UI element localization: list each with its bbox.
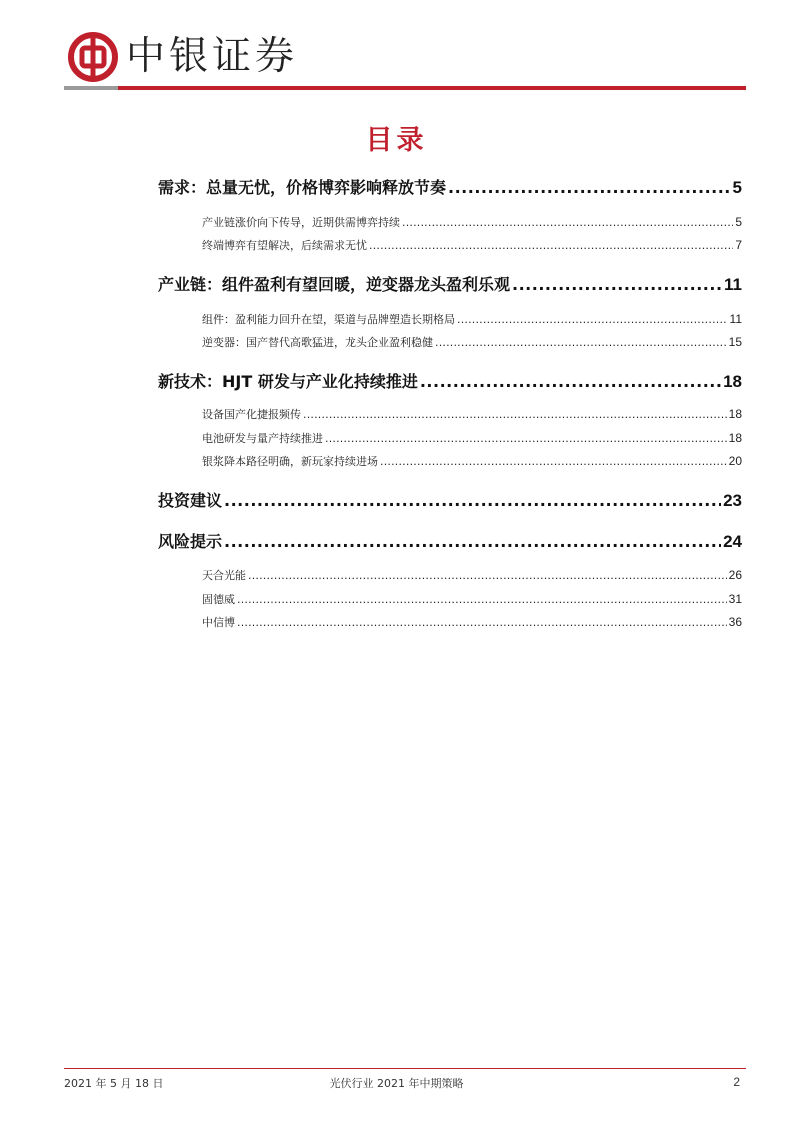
toc-entry-page: 18: [723, 372, 742, 391]
toc-leader: [237, 616, 727, 629]
toc-leader: [420, 372, 721, 391]
toc-entry-title: 逆变器：国产替代高歌猛进，龙头企业盈利稳健: [202, 336, 433, 349]
toc-leader: [303, 408, 727, 421]
toc-leader: [224, 491, 721, 510]
toc-entry-page: 31: [728, 592, 742, 606]
toc-entry[interactable]: [158, 488, 742, 510]
footer-date: 2021 年 5 月 18 日: [64, 1077, 164, 1090]
toc-entry-title: 组件：盈利能力回升在望，渠道与品牌塑造长期格局: [202, 313, 455, 326]
toc-entry-page: 36: [728, 615, 742, 629]
toc-entry-page: 15: [728, 335, 742, 349]
toc-entry-page: 26: [728, 568, 742, 582]
toc-entry[interactable]: [202, 591, 742, 607]
toc-entry-title: 电池研发与量产持续推进: [202, 432, 323, 445]
toc-entry[interactable]: [202, 214, 742, 230]
toc-entry-page: 18: [728, 407, 742, 421]
bank-of-china-logo-icon: [68, 32, 118, 82]
toc-entry-page: 5: [735, 215, 742, 229]
toc-leader: [325, 432, 727, 445]
toc-entry-page: 7: [735, 238, 742, 252]
toc-leader: [237, 593, 727, 606]
footer-page-number: 2: [733, 1075, 740, 1089]
toc-entry[interactable]: [202, 311, 742, 327]
toc-entry[interactable]: [202, 614, 742, 630]
toc-entry-page: 11: [724, 275, 742, 294]
header-rule-red: [118, 86, 746, 90]
toc-entry-page: 18: [728, 431, 742, 445]
toc-leader: [512, 275, 722, 294]
toc-entry[interactable]: [202, 237, 742, 253]
toc-entry-title: 投资建议: [158, 491, 223, 510]
toc-entry-title: 风险提示: [158, 532, 223, 551]
toc-entry-title: 天合光能: [202, 569, 246, 582]
toc-entry-title: 产业链涨价向下传导，近期供需博弈持续: [202, 216, 400, 229]
toc-entry-page: 24: [723, 532, 742, 551]
toc-entry[interactable]: [158, 175, 742, 197]
toc-leader: [248, 569, 727, 582]
header-rule-grey: [64, 86, 118, 90]
toc-leader: [402, 216, 733, 229]
page-title: 目录: [365, 125, 428, 156]
footer-report-title: 光伏行业 2021 年中期策略: [329, 1077, 464, 1090]
toc-entry-title: 中信博: [202, 616, 235, 629]
toc-entry[interactable]: [158, 369, 742, 391]
toc-entry[interactable]: [202, 453, 742, 469]
toc-entry[interactable]: [202, 406, 742, 422]
toc-entry-page: 20: [728, 454, 742, 468]
toc-entry-page: 11: [729, 312, 742, 326]
toc-entry[interactable]: [202, 567, 742, 583]
toc-entry[interactable]: [158, 272, 742, 294]
toc-leader: [224, 532, 721, 551]
toc-entry-title: 产业链：组件盈利有望回暖，逆变器龙头盈利乐观: [158, 275, 511, 294]
toc-entry-title: 新技术：HJT 研发与产业化持续推进: [158, 372, 418, 391]
toc-leader: [380, 455, 727, 468]
toc-leader: [448, 178, 731, 197]
toc-entry-title: 设备国产化捷报频传: [202, 408, 301, 421]
toc-leader: [435, 336, 727, 349]
brand-name: 中银证券: [126, 34, 299, 79]
toc-leader: [457, 313, 728, 326]
toc-leader: [369, 239, 733, 252]
toc-entry-page: 23: [723, 491, 742, 510]
toc-entry-title: 固德威: [202, 593, 235, 606]
page-header: [64, 30, 746, 92]
toc-entry-title: 终端博弈有望解决，后续需求无忧: [202, 239, 367, 252]
toc-entry-title: 需求：总量无忧，价格博弈影响释放节奏: [158, 178, 447, 197]
toc-entry[interactable]: [202, 334, 742, 350]
footer-rule: [64, 1068, 746, 1069]
toc-entry[interactable]: [202, 430, 742, 446]
toc-entry-title: 银浆降本路径明确，新玩家持续进场: [202, 455, 378, 468]
toc-entry-page: 5: [732, 178, 742, 197]
toc-entry[interactable]: [158, 529, 742, 551]
